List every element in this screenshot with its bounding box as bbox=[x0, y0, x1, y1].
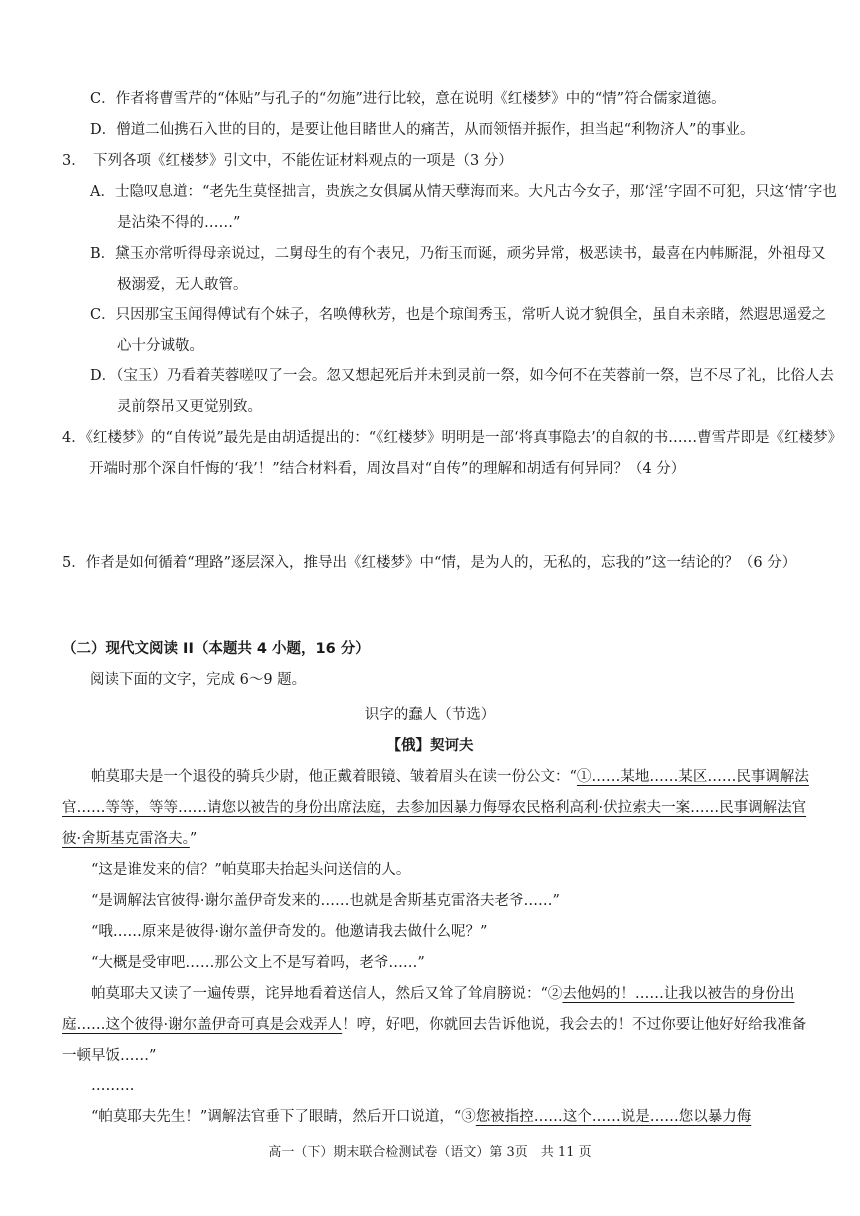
story-paragraph-5: “大概是受审吧……那公文上不是写着吗，老爷……” bbox=[91, 955, 425, 971]
story-paragraph-2: “这是谁发来的信？”帕莫耶夫抬起头问送信的人。 bbox=[91, 862, 411, 878]
story-paragraph-1 bbox=[62, 762, 810, 855]
section-instruction: 阅读下面的文字，完成 6～9 题。 bbox=[90, 672, 307, 688]
q2-option-c: C．作者将曹雪芹的“体贴”与孔子的“勿施”进行比较，意在说明《红楼梦》中的“情”符合儒家道德。 bbox=[90, 91, 726, 107]
p7-text: “帕莫耶夫先生！”调解法官垂下了眼睛，然后开口说道，“③ bbox=[91, 1109, 476, 1125]
p6-underlined: 去他妈的！……让我以被告的身份出庭……这个彼得·谢尔盖伊奇可真是会戏弄人 bbox=[62, 986, 795, 1033]
q3-option-c: C．只因那宝玉闻得傅试有个妹子，名唤傅秋芳，也是个琼闺秀玉，常听人说才貌俱全，虽自未亲睹，然遐思遥爱之心十分诚敬。 bbox=[90, 307, 827, 354]
q3-option-b: B．黛玉亦常听得母亲说过，二舅母生的有个表兄，乃衔玉而诞，顽劣异常，极恶读书，最喜在内帏厮混，外祖母又极溺爱，无人敢管。 bbox=[90, 246, 826, 293]
q3-stem: 3． 下列各项《红楼梦》引文中，不能佐证材料观点的一项是（3 分） bbox=[62, 153, 513, 169]
story-paragraph-6 bbox=[62, 979, 810, 1072]
story-paragraph-3: “是调解法官彼得·谢尔盖伊奇发来的……也就是舍斯基克雷洛夫老爷……” bbox=[91, 893, 560, 909]
q3-option-d: D．（宝玉）乃看着芙蓉嗟叹了一会。忽又想起死后并未到灵前一祭，如今何不在芙蓉前一祭，岂不尽了礼，比俗人去灵前祭吊又更觉别致。 bbox=[90, 368, 834, 415]
q5: 5．作者是如何循着“理路”逐层深入，推导出《红楼梦》中“情，是为人的，无私的，忘我的”这一结论的？（6 分） bbox=[62, 555, 797, 571]
story-paragraph-7 bbox=[62, 1102, 810, 1133]
story-title: 识字的蠢人（节选） bbox=[364, 707, 496, 723]
p6-rest: ！哼，好吧，你就回去告诉他说，我会去的！不过你要让他好好给我准备一顿早饭……” bbox=[62, 1017, 807, 1064]
page-footer: 高一（下）期末联合检测试卷（语文）第 3页 共 11 页 bbox=[268, 1145, 592, 1160]
story-ellipsis: ……… bbox=[91, 1078, 135, 1094]
p6-text: 帕莫耶夫又读了一遍传票，诧异地看着送信人，然后又耸了耸肩膀说：“② bbox=[91, 986, 563, 1002]
story-paragraph-4: “哦……原来是彼得·谢尔盖伊奇发的。他邀请我去做什么呢？” bbox=[91, 924, 488, 940]
section-heading: （二）现代文阅读 II（本题共 4 小题，16 分） bbox=[62, 641, 370, 657]
q3-option-a: A．士隐叹息道：“老先生莫怪拙言，贵族之女俱属从情天孽海而来。大凡古今女子，那‘淫’字固不可犯，只这‘情’字也是沾染不得的……” bbox=[90, 184, 837, 231]
p1-text: 帕莫耶夫是一个退役的骑兵少尉，他正戴着眼镜、皱着眉头在读一份公文：“ bbox=[91, 769, 577, 785]
story-author: 【俄】契诃夫 bbox=[386, 738, 474, 754]
p1-close: ” bbox=[189, 831, 198, 847]
q4: 4．《红楼梦》的“自传说”最先是由胡适提出的：“《红楼梦》明明是一部‘将真事隐去’的自叙的书……曹雪芹即是《红楼梦》开端时那个深自忏悔的‘我’！”结合材料看，周汝昌对“自传”的理解和胡适有何异同？（4 分） bbox=[62, 430, 835, 477]
p1-underlined: ①……某地……某区……民事调解法官……等等，等等……请您以被告的身份出席法庭，去参加因暴力侮辱农民格利高利·伏拉索夫一案……民事调解法官彼·舍斯基克雷洛夫。 bbox=[62, 769, 809, 847]
q2-option-d: D．僧道二仙携石入世的目的，是要让他目睹世人的痛苦，从而领悟并振作，担当起“利物济人”的事业。 bbox=[90, 122, 755, 138]
p7-underlined: 您被指控……这个……说是……您以暴力侮 bbox=[475, 1109, 752, 1125]
